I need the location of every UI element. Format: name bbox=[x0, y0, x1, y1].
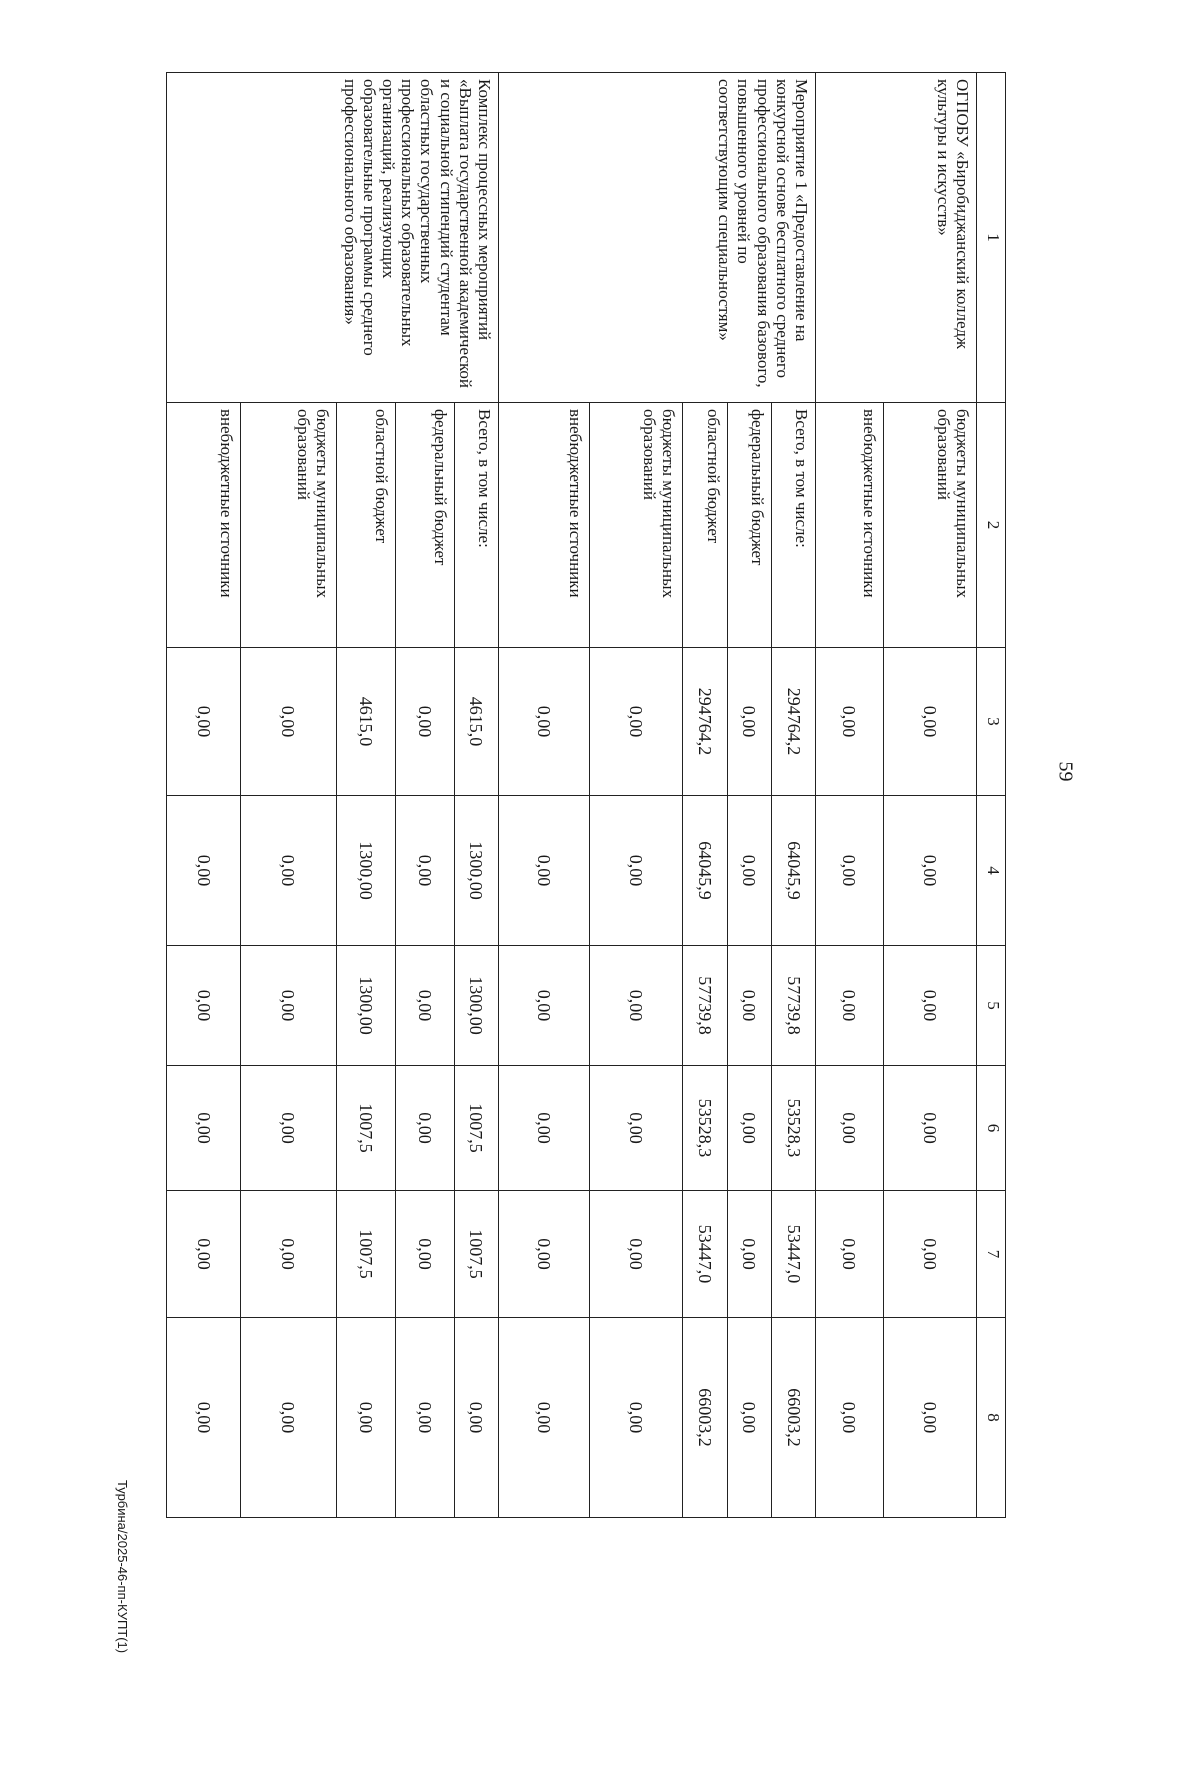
value-cell: 64045,9 bbox=[771, 796, 815, 946]
table-row bbox=[771, 73, 815, 1518]
value-cell: 0,00 bbox=[498, 1318, 589, 1518]
funding-source-cell: бюджеты муниципальных образований bbox=[240, 403, 336, 648]
value-cell: 0,00 bbox=[589, 796, 682, 946]
funding-source-cell: Всего, в том числе: bbox=[454, 403, 498, 648]
value-cell: 53528,3 bbox=[771, 1066, 815, 1191]
value-cell: 0,00 bbox=[816, 796, 884, 946]
value-cell: 0,00 bbox=[589, 648, 682, 796]
value-cell: 64045,9 bbox=[683, 796, 727, 946]
value-cell: 4615,0 bbox=[336, 648, 395, 796]
value-cell: 57739,8 bbox=[683, 946, 727, 1066]
document-footer-id: Турбина/2025-46-пп-КУПТ(1) bbox=[115, 1480, 130, 1654]
value-cell: 0,00 bbox=[727, 648, 771, 796]
value-cell: 0,00 bbox=[167, 796, 241, 946]
column-header: 2 bbox=[977, 403, 1006, 648]
column-header: 8 bbox=[977, 1318, 1006, 1518]
funding-source-cell: внебюджетные источники bbox=[498, 403, 589, 648]
value-cell: 0,00 bbox=[395, 1191, 454, 1318]
column-header: 7 bbox=[977, 1191, 1006, 1318]
funding-source-cell: бюджеты муниципальных образований bbox=[589, 403, 682, 648]
value-cell: 0,00 bbox=[727, 1066, 771, 1191]
funding-source-cell: федеральный бюджет bbox=[395, 403, 454, 648]
value-cell: 0,00 bbox=[395, 648, 454, 796]
value-cell: 294764,2 bbox=[683, 648, 727, 796]
value-cell: 0,00 bbox=[498, 1191, 589, 1318]
value-cell: 0,00 bbox=[816, 1318, 884, 1518]
value-cell: 0,00 bbox=[240, 1191, 336, 1318]
page-number: 59 bbox=[1054, 761, 1077, 782]
funding-source-cell: внебюджетные источники bbox=[167, 403, 241, 648]
value-cell: 0,00 bbox=[727, 1191, 771, 1318]
value-cell: 0,00 bbox=[498, 1066, 589, 1191]
column-header: 6 bbox=[977, 1066, 1006, 1191]
value-cell: 0,00 bbox=[454, 1318, 498, 1518]
funding-source-cell: областной бюджет bbox=[683, 403, 727, 648]
value-cell: 0,00 bbox=[240, 1066, 336, 1191]
value-cell: 0,00 bbox=[816, 648, 884, 796]
rotated-table-container bbox=[166, 72, 1006, 1517]
value-cell: 1300,00 bbox=[336, 946, 395, 1066]
value-cell: 0,00 bbox=[816, 946, 884, 1066]
value-cell: 0,00 bbox=[240, 796, 336, 946]
value-cell: 0,00 bbox=[589, 1191, 682, 1318]
value-cell: 0,00 bbox=[167, 648, 241, 796]
value-cell: 57739,8 bbox=[771, 946, 815, 1066]
value-cell: 0,00 bbox=[395, 796, 454, 946]
value-cell: 1007,5 bbox=[336, 1191, 395, 1318]
value-cell: 0,00 bbox=[498, 946, 589, 1066]
value-cell: 0,00 bbox=[727, 1318, 771, 1518]
budget-table bbox=[166, 72, 1006, 1518]
value-cell: 0,00 bbox=[240, 648, 336, 796]
value-cell: 0,00 bbox=[883, 946, 976, 1066]
value-cell: 1300,00 bbox=[336, 796, 395, 946]
funding-source-cell: бюджеты муниципальных образований bbox=[883, 403, 976, 648]
value-cell: 1007,5 bbox=[454, 1191, 498, 1318]
value-cell: 0,00 bbox=[816, 1191, 884, 1318]
funding-source-cell: областной бюджет bbox=[336, 403, 395, 648]
value-cell: 0,00 bbox=[167, 1318, 241, 1518]
value-cell: 1007,5 bbox=[454, 1066, 498, 1191]
value-cell: 0,00 bbox=[240, 946, 336, 1066]
value-cell: 0,00 bbox=[883, 796, 976, 946]
value-cell: 0,00 bbox=[395, 1066, 454, 1191]
program-name-cell: Комплекс процессных мероприятий «Выплата государственной академической и социальной стипендий студентам областных государственных профессиональных образовательных организаций, реализующих образовательные программы среднего профессионального образования» bbox=[167, 73, 499, 403]
value-cell: 0,00 bbox=[816, 1066, 884, 1191]
value-cell: 0,00 bbox=[589, 946, 682, 1066]
value-cell: 53528,3 bbox=[683, 1066, 727, 1191]
value-cell: 53447,0 bbox=[683, 1191, 727, 1318]
program-name-cell: Мероприятие 1 «Предоставление на конкурсной основе бесплатного среднего профессионального образования базового, повышенного уровней по соответствующим специальностям» bbox=[498, 73, 815, 403]
value-cell: 0,00 bbox=[167, 946, 241, 1066]
value-cell: 0,00 bbox=[336, 1318, 395, 1518]
funding-source-cell: федеральный бюджет bbox=[727, 403, 771, 648]
funding-source-cell: внебюджетные источники bbox=[816, 403, 884, 648]
column-header: 1 bbox=[977, 73, 1006, 403]
value-cell: 0,00 bbox=[167, 1066, 241, 1191]
value-cell: 0,00 bbox=[883, 648, 976, 796]
column-number-row bbox=[977, 73, 1006, 1518]
column-header: 5 bbox=[977, 946, 1006, 1066]
value-cell: 0,00 bbox=[498, 648, 589, 796]
value-cell: 4615,0 bbox=[454, 648, 498, 796]
value-cell: 66003,2 bbox=[771, 1318, 815, 1518]
value-cell: 0,00 bbox=[727, 796, 771, 946]
funding-source-cell: Всего, в том числе: bbox=[771, 403, 815, 648]
column-header: 3 bbox=[977, 648, 1006, 796]
value-cell: 0,00 bbox=[167, 1191, 241, 1318]
value-cell: 0,00 bbox=[240, 1318, 336, 1518]
program-name-cell: ОГПОБУ «Биробиджанский колледж культуры и искусств» bbox=[816, 73, 977, 403]
value-cell: 53447,0 bbox=[771, 1191, 815, 1318]
value-cell: 0,00 bbox=[883, 1318, 976, 1518]
value-cell: 0,00 bbox=[727, 946, 771, 1066]
value-cell: 0,00 bbox=[395, 1318, 454, 1518]
value-cell: 0,00 bbox=[395, 946, 454, 1066]
value-cell: 66003,2 bbox=[683, 1318, 727, 1518]
value-cell: 294764,2 bbox=[771, 648, 815, 796]
value-cell: 0,00 bbox=[498, 796, 589, 946]
value-cell: 1300,00 bbox=[454, 796, 498, 946]
value-cell: 0,00 bbox=[883, 1191, 976, 1318]
table-row bbox=[883, 73, 976, 1518]
column-header: 4 bbox=[977, 796, 1006, 946]
value-cell: 0,00 bbox=[883, 1066, 976, 1191]
value-cell: 1300,00 bbox=[454, 946, 498, 1066]
value-cell: 0,00 bbox=[589, 1318, 682, 1518]
table-row bbox=[454, 73, 498, 1518]
value-cell: 1007,5 bbox=[336, 1066, 395, 1191]
value-cell: 0,00 bbox=[589, 1066, 682, 1191]
